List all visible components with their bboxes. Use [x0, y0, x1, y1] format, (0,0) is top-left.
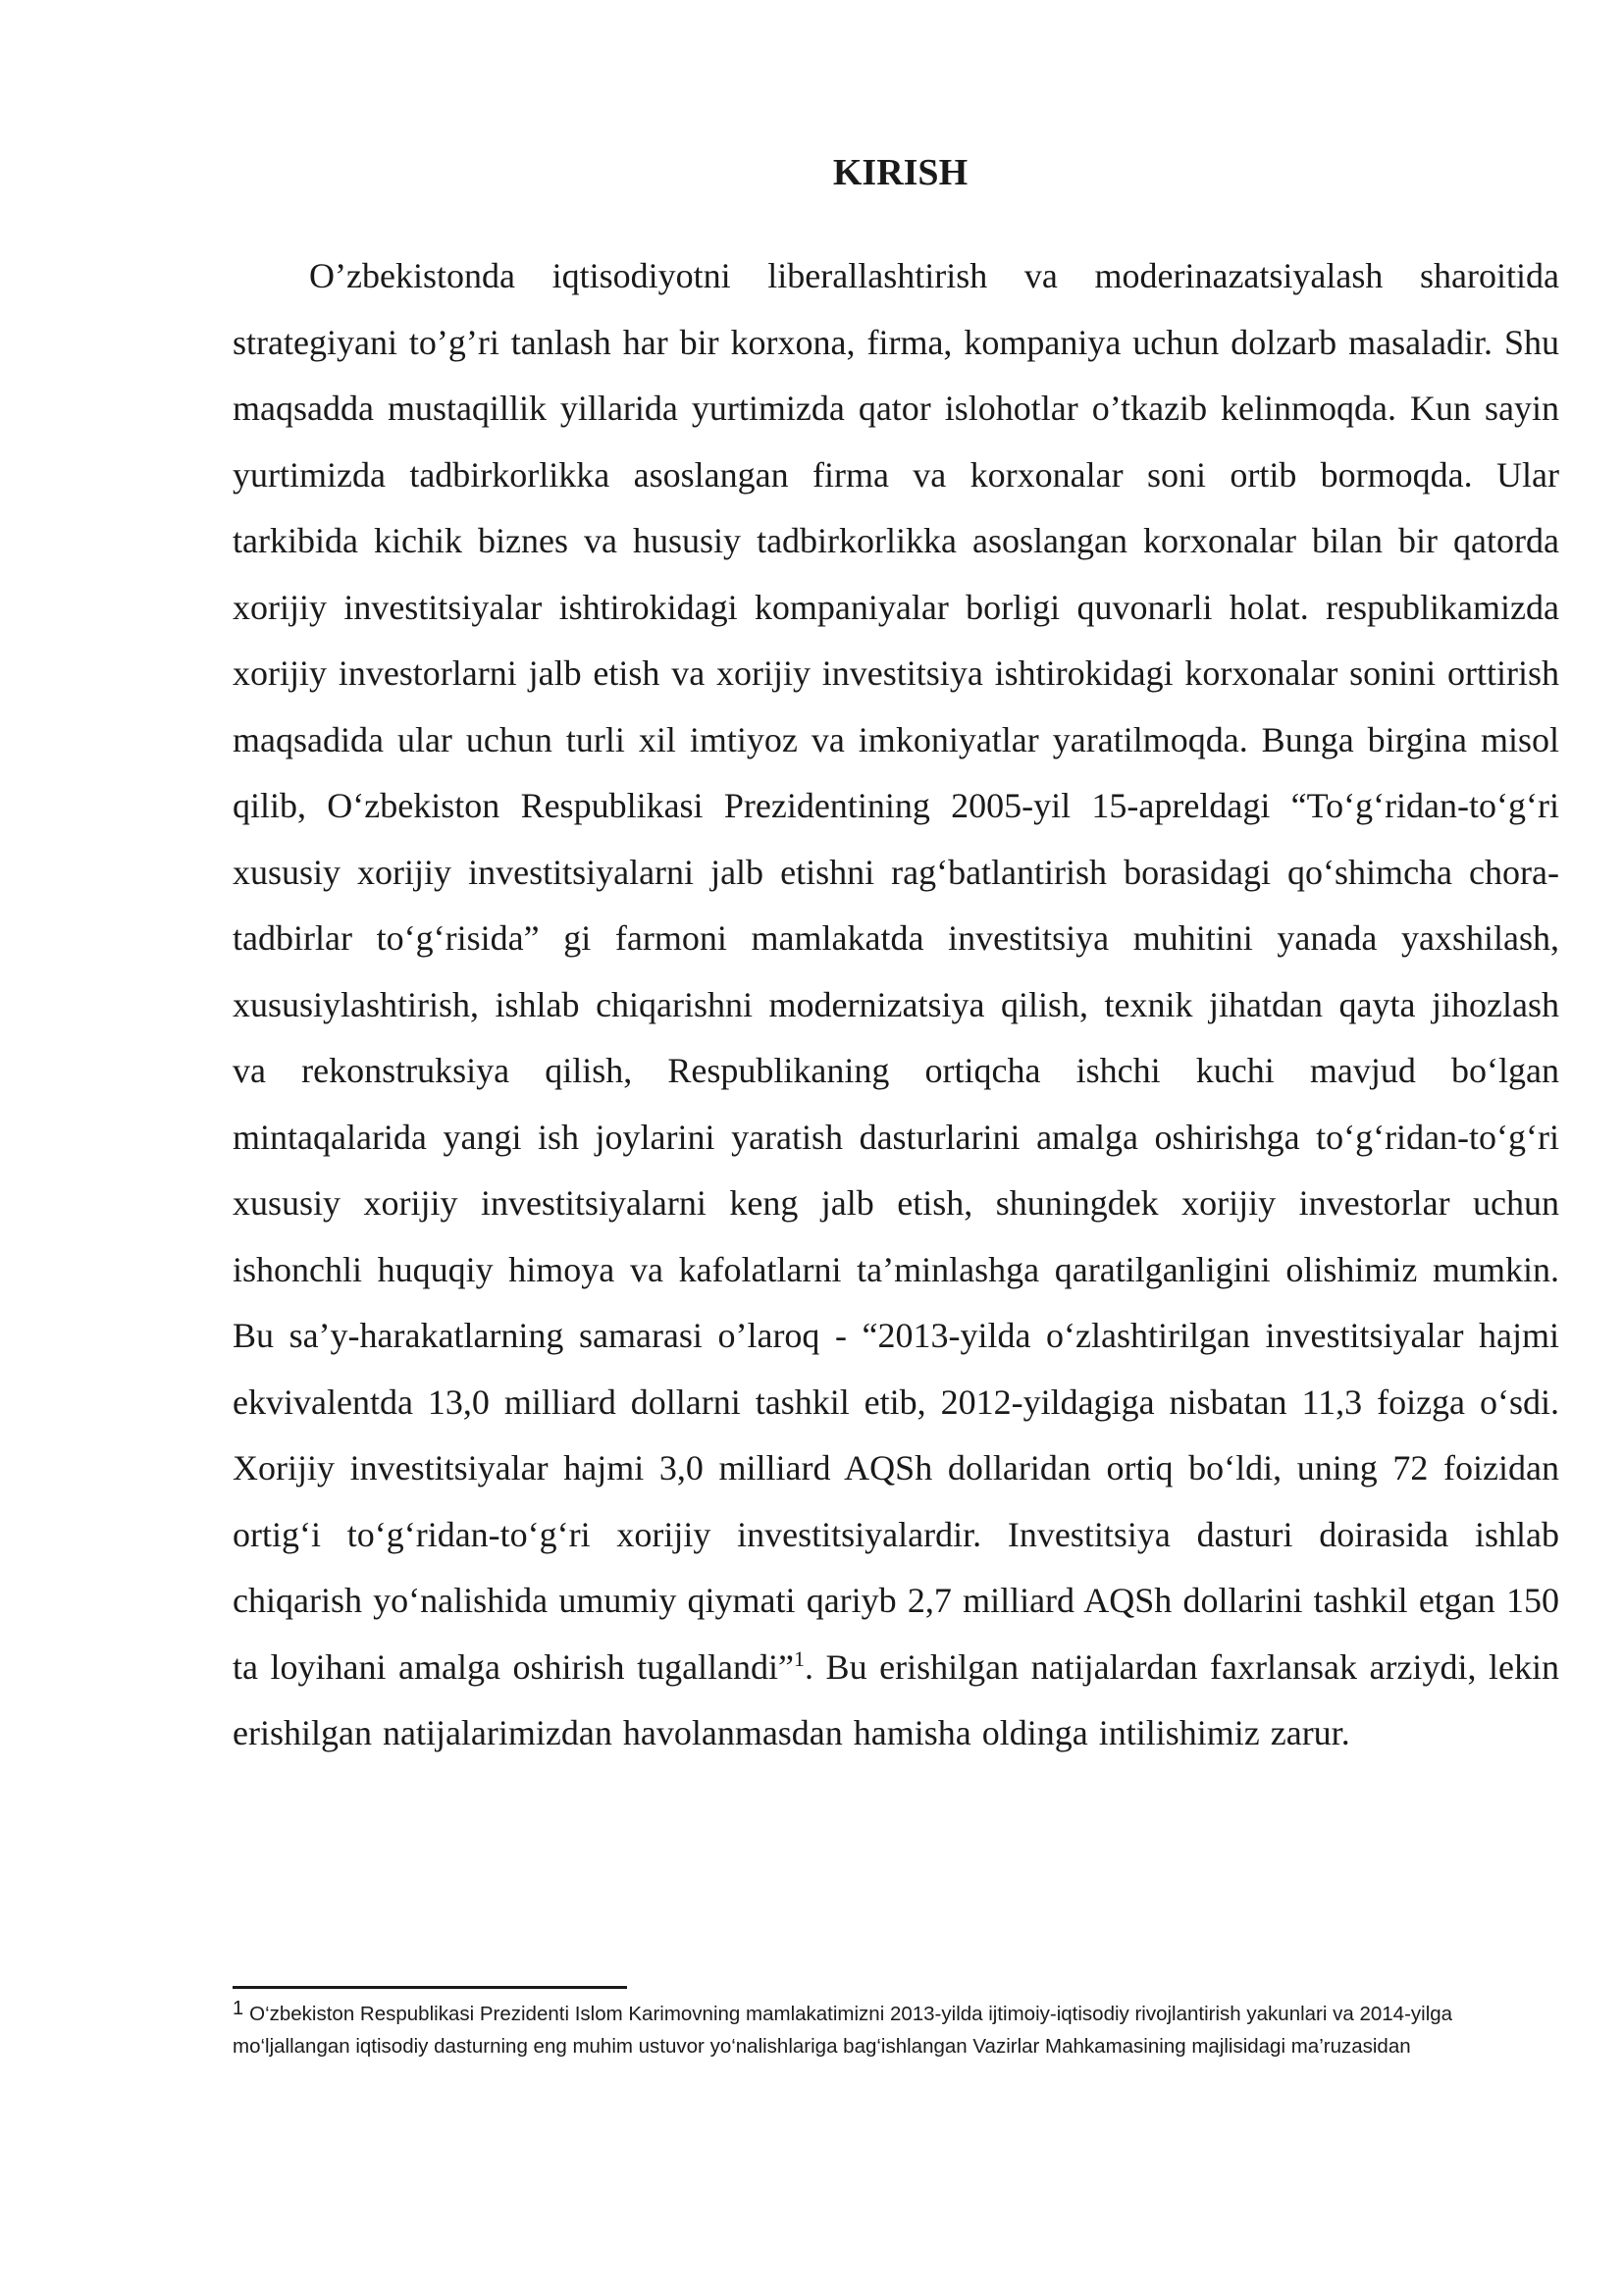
footnote-reference[interactable]: 1 — [794, 1645, 806, 1671]
footnote-separator — [233, 1986, 627, 1989]
footnote-text: O‘zbekiston Respublikasi Prezidenti Islom Karimovning mamlakatimizni 2013-yilda ijtimoiy-iqtisodiy rivojlantirish yakunlari va 2014-yilga mo‘ljallangan iqtisodiy dasturning eng muhim ustuvor yo‘nalishlariga bag‘ishlangan Vazirlar Mahkamasining majlisidagi ma’ruzasidan — [233, 2003, 1453, 2058]
paragraph-text-main: O’zbekistonda iqtisodiyotni liberallashtirish va moderinazatsiyalash sharoitida strategiyani to’g’ri tanlash har bir korxona, firma, kompaniya uchun dolzarb masaladir. Shu maqsadda mustaqillik yillarida yurtimizda qator islohotlar o’tkazib kelinmoqda. Kun sayin yurtimizda tadbirkorlikka asoslangan firma va korxonalar soni ortib bormoqda. Ular tarkibida kichik biznes va hususiy tadbirkorlikka asoslangan korxonalar bilan bir qatorda xorijiy investitsiyalar ishtirokidagi kompaniyalar borligi quvonarli holat. respublikamizda xorijiy investorlarni jalb etish va xorijiy investitsiya ishtirokidagi korxonalar sonini orttirish maqsadida ular uchun turli xil imtiyoz va imkoniyatlar yaratilmoqda. Bunga birgina misol qilib, O‘zbekiston Respublikasi Prezidentining 2005-yil 15-apreldagi “To‘g‘ridan-to‘g‘ri xususiy xorijiy investitsiyalarni jalb etishni rag‘batlantirish borasidagi qo‘shimcha chora-tadbirlar to‘g‘risida” gi farmoni mamlakatda investitsiya muhitini yanada yaxshilash, xususiylashtirish, ishlab chiqarishni modernizatsiya qilish, texnik jihatdan qayta jihozlash va rekonstruksiya qilish, Respublikaning ortiqcha ishchi kuchi mavjud bo‘lgan mintaqalarida yangi ish joylarini yaratish dasturlarini amalga oshirishga to‘g‘ridan-to‘g‘ri xususiy xorijiy investitsiyalarni keng jalb etish, shuningdek xorijiy investorlar uchun ishonchli huquqiy himoya va kafolatlarni ta’minlashga qaratilganligini olishimiz mumkin. Bu sa’y-harakatlarning samarasi o’laroq - “2013-yilda o‘zlashtirilgan investitsiyalar hajmi ekvivalentda 13,0 milliard dollarni tashkil etib, 2012-yildagiga nisbatan 11,3 foizga o‘sdi. Xorijiy investitsiyalar hajmi 3,0 milliard AQSh dollaridan ortiq bo‘ldi, uning 72 foizidan ortig‘i to‘g‘ridan-to‘g‘ri xorijiy investitsiyalardir. Investitsiya dasturi doirasida ishlab chiqarish yo‘nalishida umumiy qiymati qariyb 2,7 milliard AQSh dollarini tashkil etgan 150 ta loyihani amalga oshirish tugallandi” — [233, 256, 1559, 1687]
footnote — [233, 1998, 1559, 2062]
footnote-marker: 1 — [233, 1998, 244, 2019]
paragraph-text-end: . Bu erishilgan natijalardan faxrlansak arziydi, lekin erishilgan natijalarimizdan havolanmasdan hamisha oldinga intilishimiz zarur. — [233, 1646, 1559, 1752]
page-title: KIRISH — [832, 152, 969, 193]
body-paragraph — [233, 243, 1559, 1767]
